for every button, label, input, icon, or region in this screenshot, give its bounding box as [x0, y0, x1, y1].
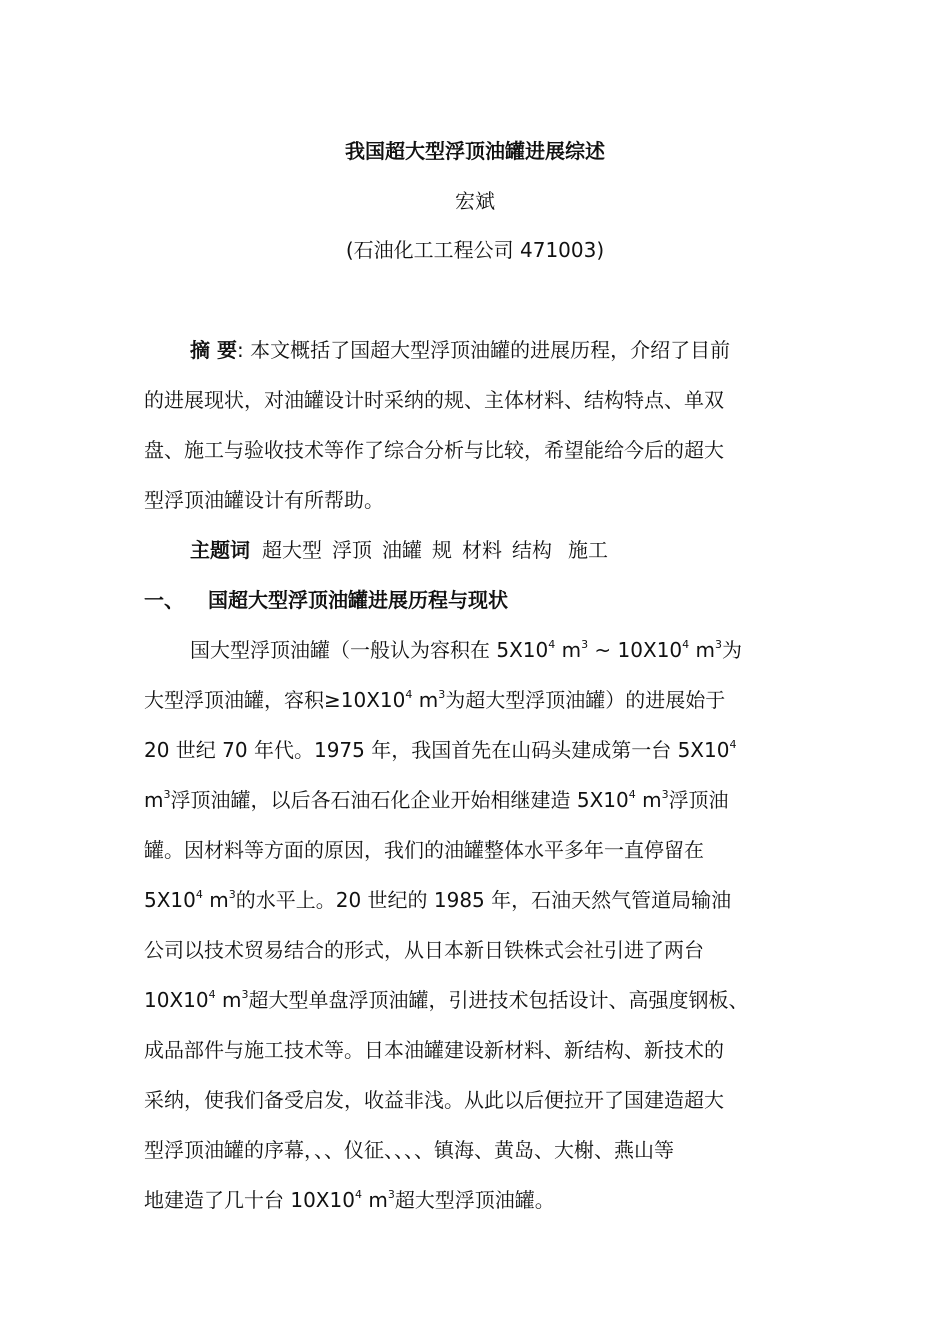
keyword: 超大型 — [262, 538, 322, 562]
paragraph-line: 公司以技术贸易结合的形式，从日本新日铁株式会社引进了两台 — [144, 938, 704, 962]
paragraph-line: $10X10^4$ $m^3$超大型单盘浮顶油罐，引进技术包括设计、高强度钢板、 — [144, 988, 749, 1012]
paragraph-line: $5X10^4$ $m^3$的水平上。20 世纪的 1985 年，石油天然气管道局输油 — [144, 888, 732, 912]
abstract-line: 型浮顶油罐设计有所帮助。 — [144, 488, 384, 512]
abstract-block — [144, 325, 824, 1225]
paragraph-line: 型浮顶油罐的序幕，、、仪征、、、、镇海、黄岛、大榭、燕山等 — [144, 1138, 674, 1162]
keyword: 浮顶 — [332, 538, 372, 562]
abstract-label: 摘 要 — [190, 338, 237, 362]
keyword: 规 — [432, 538, 452, 562]
paragraph-line: 罐。因材料等方面的原因，我们的油罐整体水平多年一直停留在 — [144, 838, 704, 862]
paragraph-line: 大型浮顶油罐，容积$\ge 10X10^4$ $m^3$为超大型浮顶油罐）的进展始于 — [144, 688, 726, 712]
author-affiliation: (石油化工工程公司 471003) — [345, 238, 605, 262]
abstract-line: 的进展现状，对油罐设计时采纳的规、主体材料、结构特点、单双 — [144, 388, 724, 412]
section-number: 一、 — [144, 588, 184, 612]
section-title: 国超大型浮顶油罐进展历程与现状 — [208, 588, 508, 612]
keyword: 结构 — [512, 538, 552, 562]
keyword: 材料 — [462, 538, 502, 562]
section-heading — [144, 575, 824, 625]
paragraph-line: 成品部件与施工技术等。日本油罐建设新材料、新结构、新技术的 — [144, 1038, 724, 1062]
paragraph-line: 采纳，使我们备受启发，收益非浅。从此以后便拉开了国建造超大 — [144, 1088, 724, 1112]
paragraph-line: 地建造了几十台 $10X10^4$ $m^3$超大型浮顶油罐。 — [144, 1188, 555, 1212]
keywords-line — [144, 525, 824, 575]
keywords-label: 主题词 — [190, 538, 250, 562]
paragraph-line: 国大型浮顶油罐（一般认为容积在 $5X10^4$ $m^3$ ~ $10X10^4$ $m^3$为 — [190, 638, 742, 662]
keyword: 施工 — [568, 538, 608, 562]
paragraph-line: 20 世纪 70 年代。1975 年，我国首先在山码头建成第一台 $5X10^4$ — [144, 738, 737, 762]
abstract-line: 盘、施工与验收技术等作了综合分析与比较，希望能给今后的超大 — [144, 438, 724, 462]
paragraph-line: $m^3$浮顶油罐，以后各石油石化企业开始相继建造 $5X10^4$ $m^3$浮顶油 — [144, 788, 729, 812]
author-name: 宏斌 — [455, 189, 495, 213]
document-title: 我国超大型浮顶油罐进展综述 — [345, 139, 605, 163]
keyword: 油罐 — [382, 538, 422, 562]
abstract-line: 摘 要: 本文概括了国超大型浮顶油罐的进展历程，介绍了目前 — [190, 338, 731, 362]
